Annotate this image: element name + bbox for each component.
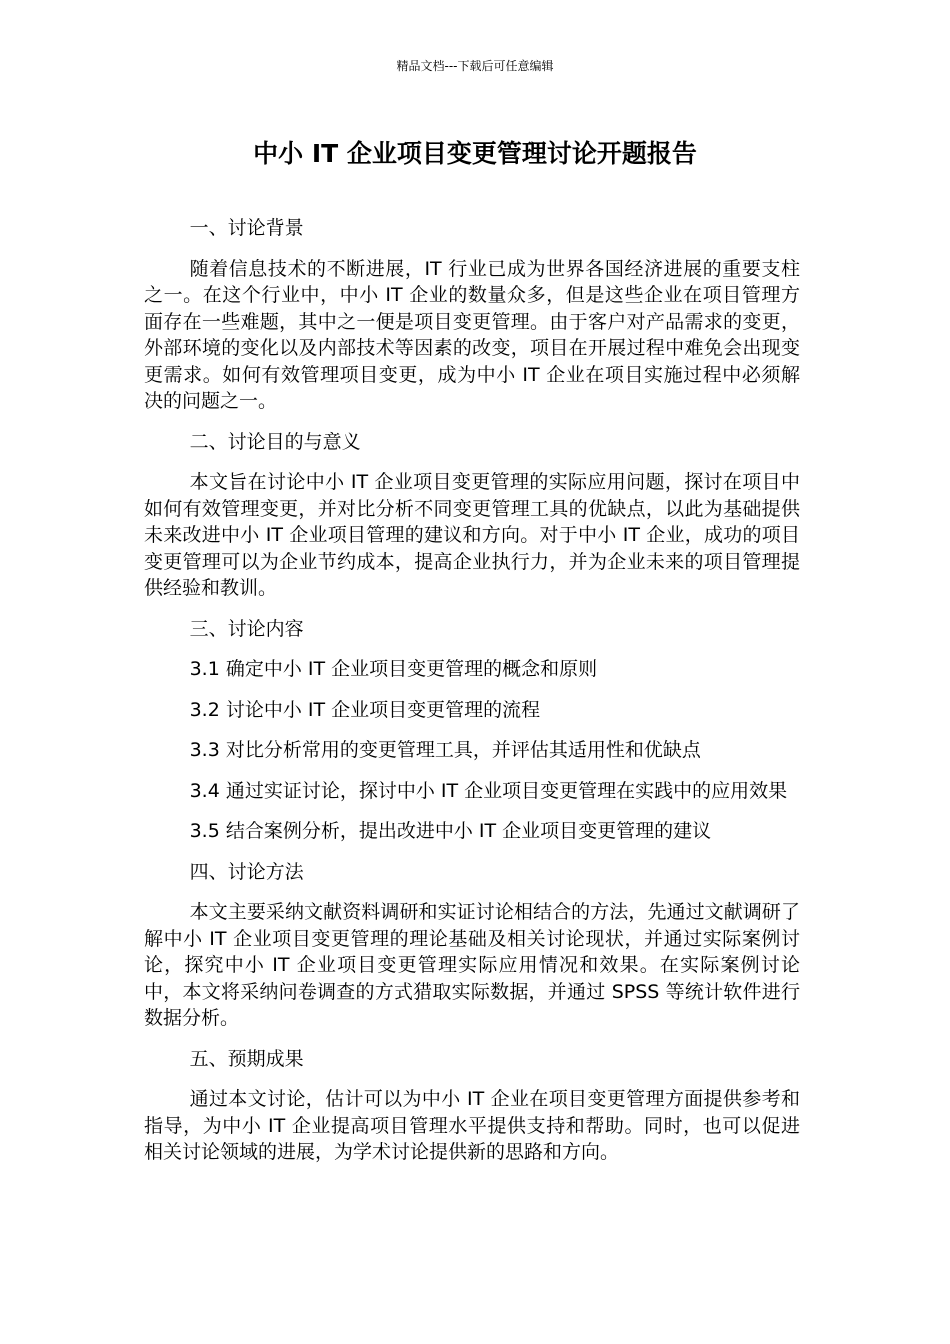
background-paragraph: 随着信息技术的不断进展，IT 行业已成为世界各国经济进展的重要支柱之一。在这个行业中，中小 IT 企业的数量众多，但是这些企业在项目管理方面存在一些难题，其中之一便是项目变更管理。由于客户对产品需求的变更，外部环境的变化以及内部技术等因素的改变，项目在开展过程中难免会出现变更需求。如何有效管理项目变更，成为中小 IT 企业在项目实施过程中必须解决的问题之一。 — [144, 257, 800, 412]
results-paragraph: 通过本文讨论，估计可以为中小 IT 企业在项目变更管理方面提供参考和指导，为中小 IT 企业提高项目管理水平提供支持和帮助。同时，也可以促进相关讨论领域的进展，为学术讨论提供新的思路和方向。 — [144, 1088, 800, 1163]
content-item-3-3: 3.3 对比分析常用的变更管理工具，并评估其适用性和优缺点 — [189, 739, 701, 761]
section-heading-content: 三、讨论内容 — [189, 617, 304, 640]
content-item-3-2: 3.2 讨论中小 IT 企业项目变更管理的流程 — [189, 698, 541, 721]
purpose-paragraph: 本文旨在讨论中小 IT 企业项目变更管理的实际应用问题，探讨在项目中如何有效管理变更，并对比分析不同变更管理工具的优缺点，以此为基础提供未来改进中小 IT 企业项目管理的建议和方向。对于中小 IT 企业，成功的项目变更管理可以为企业节约成本，提高企业执行力，并为企业未来的项目管理提供经验和教训。 — [144, 471, 800, 599]
document-body — [144, 215, 800, 1180]
method-paragraph: 本文主要采纳文献资料调研和实证讨论相结合的方法，先通过文献调研了解中小 IT 企业项目变更管理的理论基础及相关讨论现状，并通过实际案例讨论，探究中小 IT 企业项目变更管理实际应用情况和效果。在实际案例讨论中，本文将采纳问卷调查的方式猎取实际数据，并通过 SPSS 等统计软件进行数据分析。 — [144, 901, 800, 1029]
section-heading-background: 一、讨论背景 — [189, 217, 304, 239]
content-item-3-4: 3.4 通过实证讨论，探讨中小 IT 企业项目变更管理在实践中的应用效果 — [189, 779, 788, 802]
page-header: 精品文档---下载后可任意编辑 — [396, 59, 554, 73]
content-item-3-5: 3.5 结合案例分析，提出改进中小 IT 企业项目变更管理的建议 — [189, 820, 712, 842]
content-item-3-1: 3.1 确定中小 IT 企业项目变更管理的概念和原则 — [189, 658, 598, 680]
section-heading-results: 五、预期成果 — [189, 1047, 304, 1070]
section-heading-method: 四、讨论方法 — [189, 860, 304, 883]
document-title: 中小 IT 企业项目变更管理讨论开题报告 — [253, 139, 697, 168]
section-heading-purpose: 二、讨论目的与意义 — [189, 430, 361, 453]
